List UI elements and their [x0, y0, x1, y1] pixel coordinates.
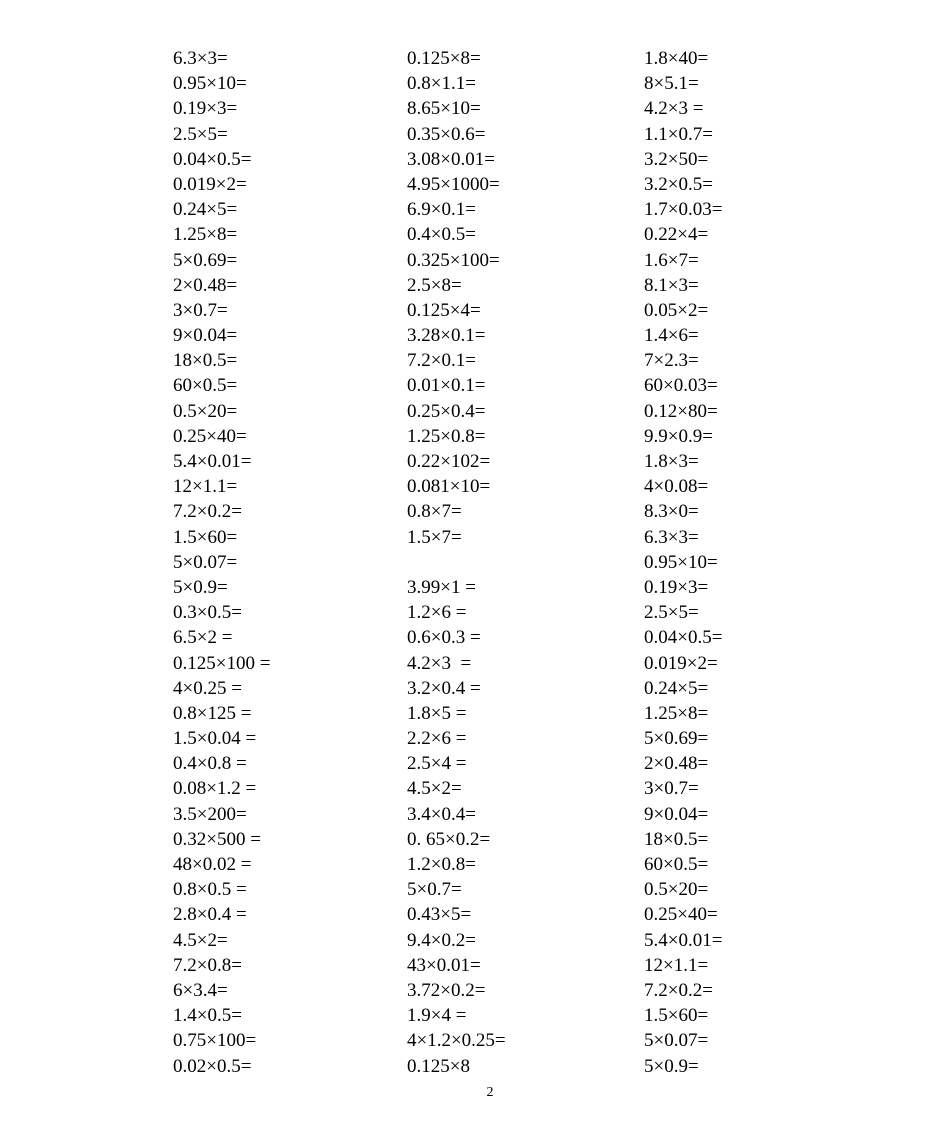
- exercise-item: 8.3×0=: [644, 501, 699, 523]
- exercise-item: 0.12×80=: [644, 400, 718, 422]
- exercise-item: 9.9×0.9=: [644, 425, 713, 447]
- exercise-item: 1.25×8=: [644, 702, 709, 724]
- exercise-item: 18×0.5=: [173, 350, 238, 372]
- exercise-item: 0.95×10=: [644, 551, 718, 573]
- exercise-item: 0.95×10=: [173, 73, 247, 95]
- exercise-item: 5×0.07=: [644, 1030, 709, 1052]
- exercise-item: [407, 550, 637, 575]
- exercise-item: 2.5×5=: [644, 602, 699, 624]
- exercise-item: 2×0.48=: [173, 274, 238, 296]
- exercise-item: 0.08×1.2 =: [173, 778, 257, 800]
- exercise-item: 5×0.07=: [173, 551, 238, 573]
- exercise-item: 0.25×40=: [173, 425, 247, 447]
- exercise-item: 0.01×0.1=: [407, 375, 486, 397]
- exercise-item: 0.05×2=: [644, 299, 709, 321]
- exercise-item: 4×0.25 =: [173, 677, 242, 699]
- exercise-item: 6.3×3=: [173, 48, 228, 69]
- exercise-item: 8.1×3=: [644, 274, 699, 296]
- exercise-item: 6×3.4=: [173, 979, 228, 1001]
- exercise-item: 2.2×6 =: [407, 728, 467, 750]
- exercise-item: 4×1.2×0.25=: [407, 1030, 506, 1052]
- exercise-item: 2×0.48=: [644, 753, 709, 775]
- exercise-item: 6.5×2 =: [173, 627, 233, 649]
- exercise-item: 3.2×0.4 =: [407, 677, 481, 699]
- exercise-item: 4×0.08=: [644, 476, 709, 498]
- exercise-item: 0.125×8: [407, 1055, 470, 1077]
- page-number: 2: [486, 1085, 494, 1100]
- exercise-item: 12×1.1=: [644, 954, 709, 976]
- exercise-item: 0.22×102=: [407, 451, 491, 472]
- exercise-item: 1.6×7=: [644, 249, 699, 271]
- exercise-item: 7.2×0.1=: [407, 350, 476, 372]
- exercise-item: 0.35×0.6=: [407, 123, 486, 145]
- exercise-item: 4.2×3 =: [407, 652, 472, 674]
- exercise-item: 0.325×100=: [407, 249, 500, 271]
- exercise-column-3: [644, 46, 874, 1079]
- exercise-item: 0.22×4=: [644, 224, 709, 246]
- exercise-item: 5.4×0.01=: [644, 929, 723, 951]
- exercise-item: 1.4×0.5=: [173, 1005, 242, 1027]
- exercise-item: 7.2×0.2=: [644, 979, 713, 1001]
- exercise-item: 3.08×0.01=: [407, 148, 495, 170]
- exercise-item: 0.5×20=: [173, 400, 238, 422]
- exercise-item: 1.1×0.7=: [644, 123, 713, 145]
- exercise-item: 43×0.01=: [407, 954, 481, 976]
- exercise-item: 1.9×4 =: [407, 1005, 467, 1027]
- exercise-item: 3.4×0.4=: [407, 803, 476, 825]
- exercise-item: 5×0.9=: [173, 576, 228, 598]
- exercise-item: 7.2×0.2=: [173, 501, 242, 523]
- exercise-item: 5×0.9=: [644, 1055, 699, 1077]
- exercise-item: 0.43×5=: [407, 904, 472, 926]
- exercise-item: 1.5×60=: [644, 1005, 709, 1027]
- exercise-item: 0.24×5=: [644, 677, 709, 699]
- exercise-item: 0.04×0.5=: [644, 627, 723, 649]
- exercise-item: 1.7×0.03=: [644, 199, 723, 221]
- exercise-item: 60×0.5=: [173, 375, 238, 397]
- exercise-item: 3×0.7=: [173, 299, 228, 321]
- exercise-item: 0.19×3=: [644, 576, 709, 598]
- exercise-item: 0.6×0.3 =: [407, 627, 481, 649]
- exercise-item: 2.5×5=: [173, 123, 228, 145]
- exercise-item: 5×0.69=: [644, 728, 709, 750]
- exercise-item: 8×5.1=: [644, 73, 699, 95]
- exercise-item: 0.125×8=: [407, 48, 481, 69]
- exercise-item: 0.019×2=: [173, 173, 247, 195]
- exercise-item: 9×0.04=: [644, 803, 709, 825]
- exercise-item: 60×0.5=: [644, 854, 709, 875]
- exercise-column-1: [173, 46, 403, 1079]
- exercise-item: 5×0.7=: [407, 879, 462, 901]
- exercise-item: 1.4×6=: [644, 325, 699, 347]
- exercise-item: 0.4×0.8 =: [173, 753, 247, 775]
- exercise-item: 1.25×0.8=: [407, 425, 486, 447]
- exercise-item: 1.2×6 =: [407, 602, 467, 624]
- exercise-item: 0.19×3=: [173, 98, 238, 120]
- exercise-item: 6.3×3=: [644, 526, 699, 548]
- exercise-item: 4.5×2=: [407, 778, 462, 800]
- exercise-item: 4.2×3 =: [644, 98, 704, 120]
- exercise-item: 1.8×40=: [644, 48, 709, 69]
- exercise-item: 60×0.03=: [644, 375, 718, 397]
- exercise-item: 0.25×40=: [644, 904, 718, 926]
- exercise-item: 2.5×8=: [407, 274, 462, 296]
- exercise-item: 0. 65×0.2=: [407, 828, 491, 850]
- exercise-item: 3.2×0.5=: [644, 173, 713, 195]
- exercise-item: 0.8×7=: [407, 501, 462, 523]
- exercise-item: 8.65×10=: [407, 98, 481, 120]
- exercise-item: 0.5×20=: [644, 879, 709, 901]
- exercise-item: 7.2×0.8=: [173, 954, 242, 976]
- exercise-item: 0.8×1.1=: [407, 73, 476, 95]
- exercise-item: 18×0.5=: [644, 828, 709, 850]
- exercise-item: 1.5×60=: [173, 526, 238, 548]
- exercise-item: 2.5×4 =: [407, 753, 467, 775]
- exercise-item: 0.04×0.5=: [173, 148, 252, 170]
- exercise-item: 9×0.04=: [173, 325, 238, 347]
- exercise-item: 48×0.02 =: [173, 854, 252, 875]
- exercise-item: 0.02×0.5=: [173, 1055, 252, 1077]
- exercise-item: 12×1.1=: [173, 476, 238, 498]
- exercise-item: 0.3×0.5=: [173, 602, 242, 624]
- exercise-item: 4.95×1000=: [407, 173, 500, 195]
- exercise-item: 3.99×1 =: [407, 576, 476, 598]
- exercise-item: 0.24×5=: [173, 199, 238, 221]
- exercise-item: 4.5×2=: [173, 929, 228, 951]
- exercise-column-2: [407, 46, 637, 1079]
- exercise-item: 0.8×125 =: [173, 702, 252, 724]
- exercise-item: 1.5×0.04 =: [173, 728, 257, 750]
- exercise-item: 1.5×7=: [407, 526, 462, 548]
- exercise-item: 3.5×200=: [173, 803, 247, 825]
- exercise-item: 0.32×500 =: [173, 828, 261, 850]
- exercise-item: 0.125×4=: [407, 299, 481, 321]
- exercise-item: 6.9×0.1=: [407, 199, 476, 221]
- exercise-item: 0.081×10=: [407, 476, 491, 498]
- exercise-item: 5.4×0.01=: [173, 451, 252, 472]
- exercise-item: 0.019×2=: [644, 652, 718, 674]
- exercise-item: 1.8×5 =: [407, 702, 467, 724]
- exercise-item: 0.75×100=: [173, 1030, 257, 1052]
- exercise-item: 1.25×8=: [173, 224, 238, 246]
- exercise-item: 2.8×0.4 =: [173, 904, 247, 926]
- exercise-item: 0.4×0.5=: [407, 224, 476, 246]
- exercise-item: 0.25×0.4=: [407, 400, 486, 422]
- exercise-item: 1.8×3=: [644, 451, 699, 472]
- exercise-item: 3.72×0.2=: [407, 979, 486, 1001]
- exercise-item: 0.8×0.5 =: [173, 879, 247, 901]
- exercise-item: 7×2.3=: [644, 350, 699, 372]
- exercise-item: 3×0.7=: [644, 778, 699, 800]
- exercise-item: 0.125×100 =: [173, 652, 271, 674]
- exercise-item: 9.4×0.2=: [407, 929, 476, 951]
- exercise-item: 1.2×0.8=: [407, 854, 476, 875]
- exercise-item: 3.28×0.1=: [407, 325, 486, 347]
- exercise-item: 5×0.69=: [173, 249, 238, 271]
- exercise-item: 3.2×50=: [644, 148, 709, 170]
